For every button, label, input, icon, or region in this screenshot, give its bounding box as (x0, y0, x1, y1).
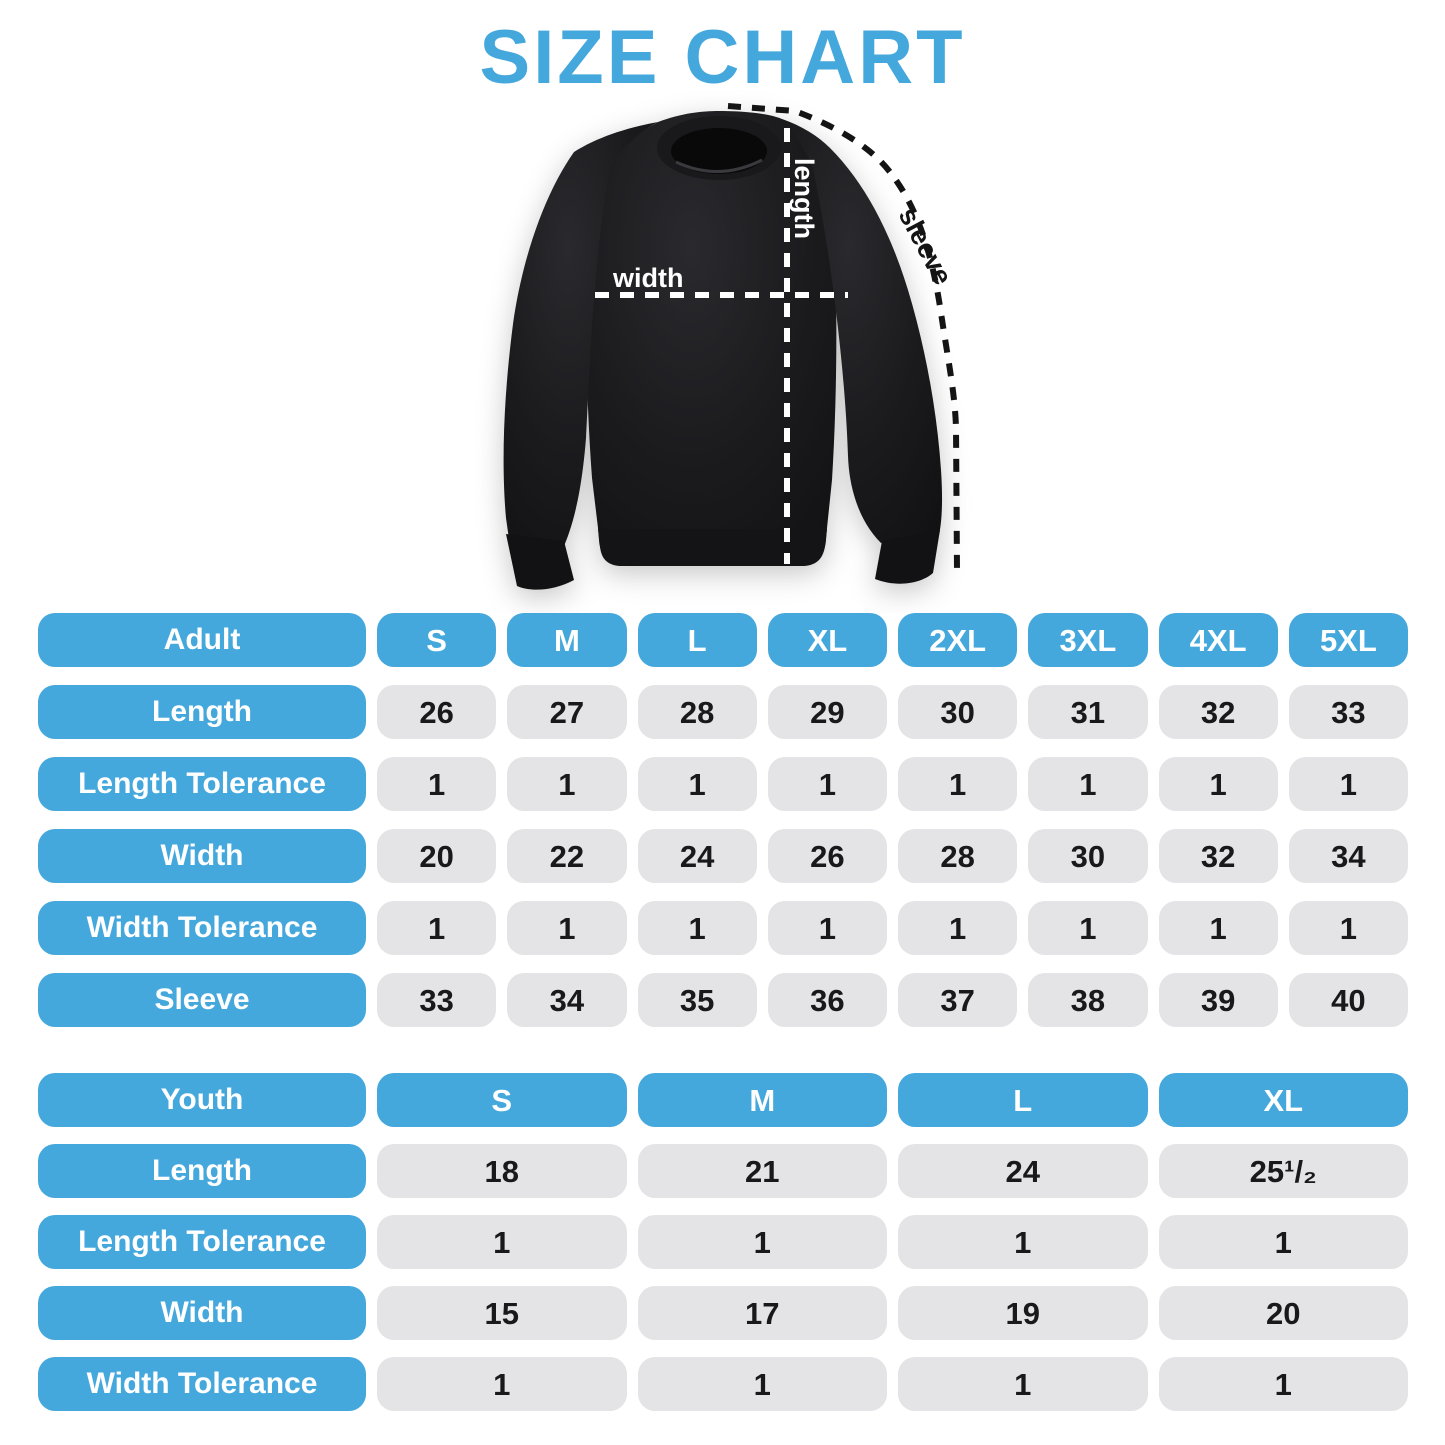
adult-size-table (38, 613, 1408, 1027)
value-cell: 1 (1028, 757, 1147, 811)
value-cell: 21 (638, 1144, 888, 1198)
value-cell: 22 (507, 829, 626, 883)
sweatshirt-graphic (504, 111, 942, 590)
youth-table-title: Youth (38, 1073, 366, 1127)
adult-row-label-length: Length (38, 685, 366, 739)
youth-row-label-length-tolerance: Length Tolerance (38, 1215, 366, 1269)
value-cell: 34 (507, 973, 626, 1027)
adult-size-header-m: M (507, 613, 626, 667)
youth-size-table (38, 1073, 1408, 1411)
value-cell: 26 (377, 685, 496, 739)
value-cell: 28 (638, 685, 757, 739)
value-cell: 24 (898, 1144, 1148, 1198)
page-title: SIZE CHART (479, 15, 966, 100)
value-cell: 1 (898, 1215, 1148, 1269)
adult-size-header-s: S (377, 613, 496, 667)
value-cell: 33 (377, 973, 496, 1027)
value-cell: 20 (1159, 1286, 1409, 1340)
value-cell: 1 (638, 1215, 888, 1269)
sleeve-measure-label: sleeve (892, 202, 958, 290)
value-cell: 1 (377, 1357, 627, 1411)
adult-table-title: Adult (38, 613, 366, 667)
value-cell: 1 (377, 757, 496, 811)
value-cell: 26 (768, 829, 887, 883)
value-cell: 1 (1159, 1357, 1409, 1411)
adult-row-label-width: Width (38, 829, 366, 883)
value-cell: 32 (1159, 829, 1278, 883)
adult-size-header-5xl: 5XL (1289, 613, 1408, 667)
adult-size-header-4xl: 4XL (1159, 613, 1278, 667)
adult-size-header-l: L (638, 613, 757, 667)
adult-row-label-length-tolerance: Length Tolerance (38, 757, 366, 811)
value-cell: 36 (768, 973, 887, 1027)
value-cell: 30 (1028, 829, 1147, 883)
value-cell: 33 (1289, 685, 1408, 739)
value-cell: 17 (638, 1286, 888, 1340)
value-cell: 28 (898, 829, 1017, 883)
width-measure-label: width (613, 263, 684, 293)
youth-row-label-width: Width (38, 1286, 366, 1340)
value-cell: 20 (377, 829, 496, 883)
value-cell: 1 (768, 757, 887, 811)
value-cell: 38 (1028, 973, 1147, 1027)
adult-size-header-2xl: 2XL (898, 613, 1017, 667)
value-cell: 1 (638, 1357, 888, 1411)
adult-row-label-sleeve: Sleeve (38, 973, 366, 1027)
value-cell: 1 (1159, 1215, 1409, 1269)
value-cell: 39 (1159, 973, 1278, 1027)
value-cell: 37 (898, 973, 1017, 1027)
sweatshirt-hem (598, 529, 827, 566)
value-cell: 34 (1289, 829, 1408, 883)
value-cell: 25¹/₂ (1159, 1144, 1409, 1198)
value-cell: 31 (1028, 685, 1147, 739)
value-cell: 1 (1159, 757, 1278, 811)
adult-size-header-xl: XL (768, 613, 887, 667)
sweatshirt-measurement-diagram (450, 88, 1030, 613)
value-cell: 24 (638, 829, 757, 883)
youth-size-header-m: M (638, 1073, 888, 1127)
value-cell: 1 (898, 1357, 1148, 1411)
value-cell: 18 (377, 1144, 627, 1198)
value-cell: 1 (898, 757, 1017, 811)
value-cell: 30 (898, 685, 1017, 739)
value-cell: 1 (377, 901, 496, 955)
value-cell: 27 (507, 685, 626, 739)
youth-row-label-length: Length (38, 1144, 366, 1198)
value-cell: 1 (1289, 757, 1408, 811)
youth-size-header-xl: XL (1159, 1073, 1409, 1127)
adult-size-header-3xl: 3XL (1028, 613, 1147, 667)
value-cell: 35 (638, 973, 757, 1027)
value-cell: 32 (1159, 685, 1278, 739)
length-measure-label: length (789, 158, 819, 239)
value-cell: 1 (898, 901, 1017, 955)
value-cell: 29 (768, 685, 887, 739)
value-cell: 1 (507, 901, 626, 955)
youth-row-label-width-tolerance: Width Tolerance (38, 1357, 366, 1411)
value-cell: 1 (638, 757, 757, 811)
value-cell: 40 (1289, 973, 1408, 1027)
value-cell: 1 (768, 901, 887, 955)
value-cell: 1 (638, 901, 757, 955)
value-cell: 19 (898, 1286, 1148, 1340)
youth-size-header-s: S (377, 1073, 627, 1127)
value-cell: 1 (1289, 901, 1408, 955)
sweatshirt-left-cuff (506, 534, 574, 590)
youth-size-header-l: L (898, 1073, 1148, 1127)
adult-row-label-width-tolerance: Width Tolerance (38, 901, 366, 955)
value-cell: 1 (377, 1215, 627, 1269)
value-cell: 1 (507, 757, 626, 811)
value-cell: 1 (1159, 901, 1278, 955)
value-cell: 1 (1028, 901, 1147, 955)
value-cell: 15 (377, 1286, 627, 1340)
